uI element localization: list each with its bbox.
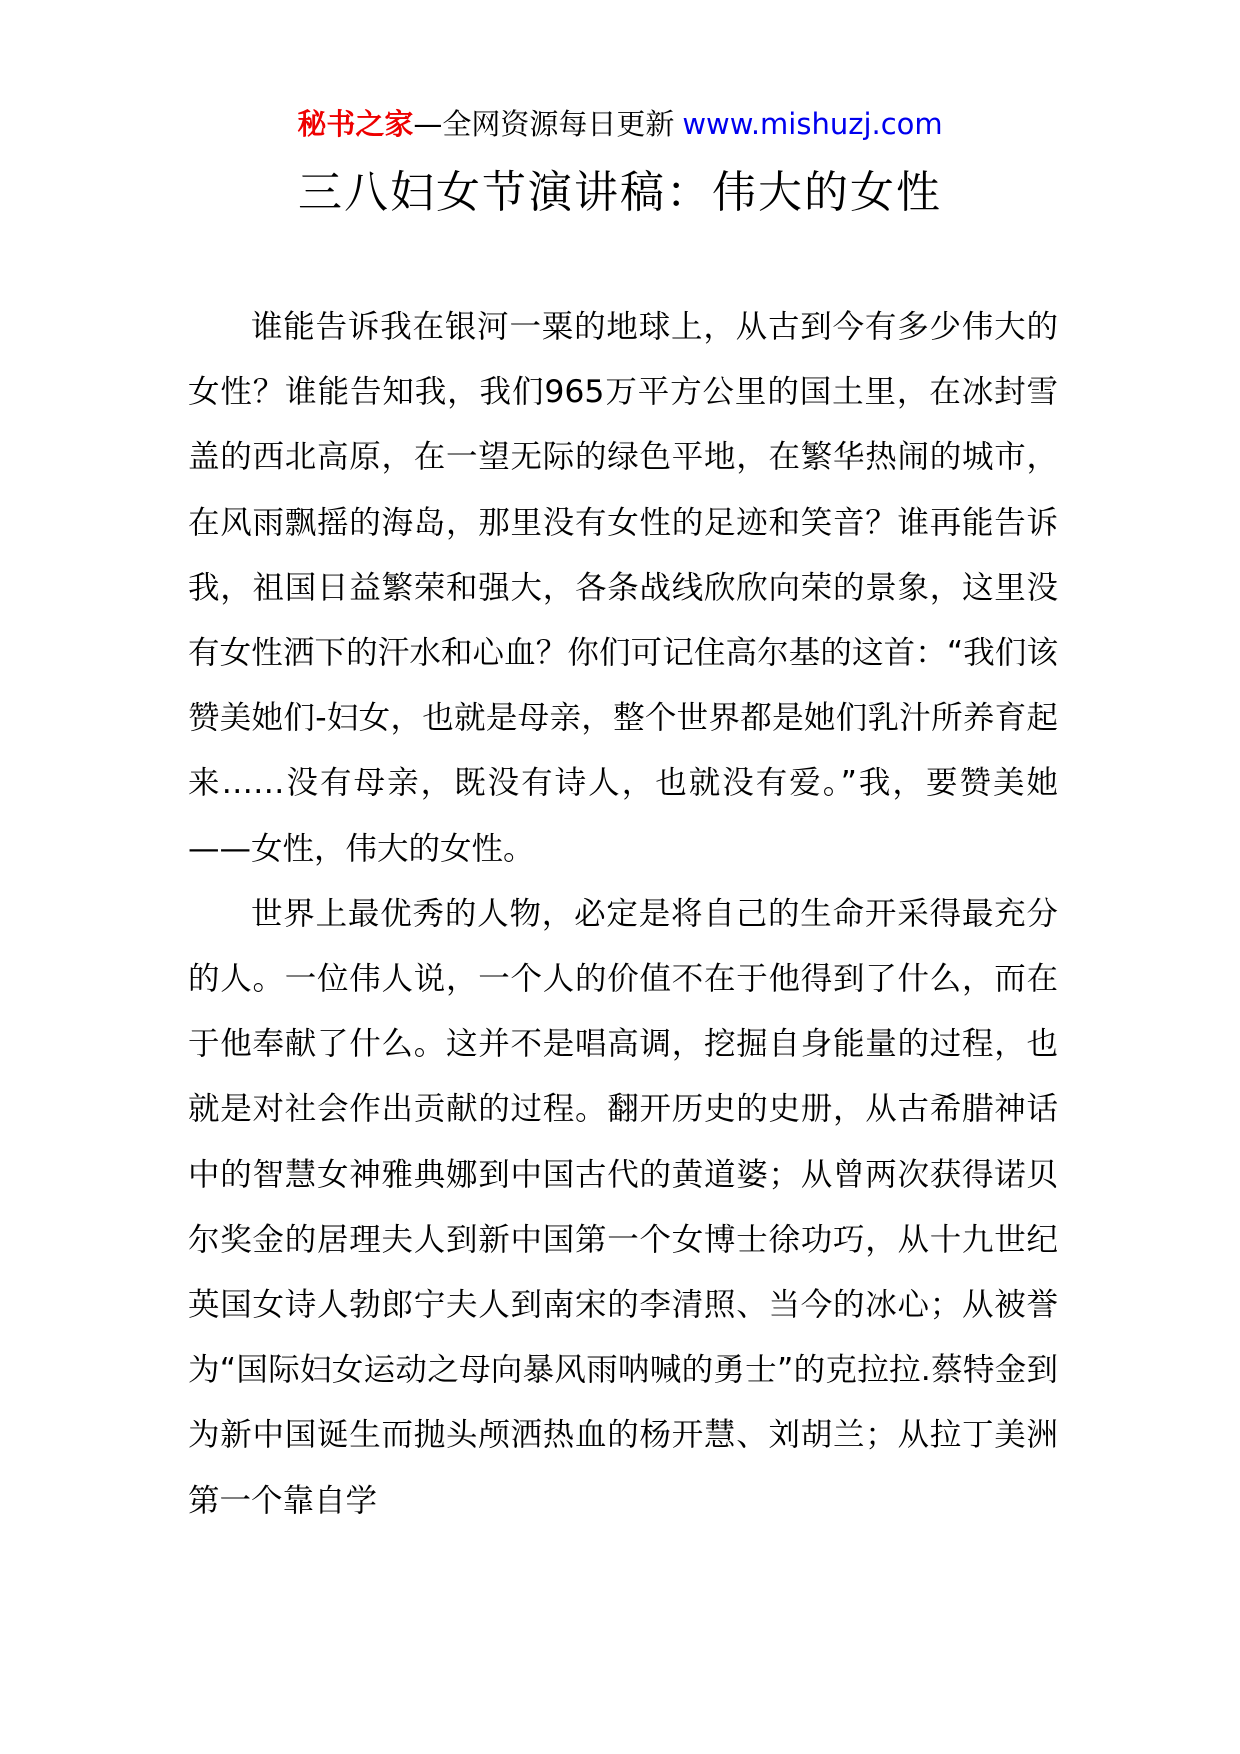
brand-tagline: —全网资源每日更新 xyxy=(413,107,675,141)
site-url-link[interactable]: www.mishuzj.com xyxy=(682,107,943,141)
document-body xyxy=(188,295,1058,1534)
paragraph: 世界上最优秀的人物，必定是将自己的生命开采得最充分的人。一位伟人说，一个人的价值不在于他得到了什么，而在于他奉献了什么。这并不是唱高调，挖掘自身能量的过程，也就是对社会作出贡献的过程。翻开历史的史册，从古希腊神话中的智慧女神雅典娜到中国古代的黄道婆；从曾两次获得诺贝尔奖金的居理夫人到新中国第一个女博士徐功巧，从十九世纪英国女诗人勃郎宁夫人到南宋的李清照、当今的冰心；从被誉为“国际妇女运动之母向暴风雨呐喊的勇士”的克拉拉.蔡特金到为新中国诞生而抛头颅洒热血的杨开慧、刘胡兰；从拉丁美洲第一个靠自学 xyxy=(188,895,1058,1519)
watermark-header xyxy=(0,104,1240,144)
paragraph: 谁能告诉我在银河一粟的地球上，从古到今有多少伟大的女性？谁能告知我，我们965万平方公里的国土里，在冰封雪盖的西北高原，在一望无际的绿色平地，在繁华热闹的城市，在风雨飘摇的海岛，那里没有女性的足迹和笑音？谁再能告诉我，祖国日益繁荣和强大，各条战线欣欣向荣的景象，这里没有女性洒下的汗水和心血？你们可记住高尔基的这首：“我们该赞美她们-妇女，也就是母亲，整个世界都是她们乳汁所养育起来……没有母亲，既没有诗人，也就没有爱。”我，要赞美她——女性，伟大的女性。 xyxy=(188,309,1058,867)
brand-name: 秘书之家 xyxy=(297,107,414,141)
document-title: 三八妇女节演讲稿：伟大的女性 xyxy=(298,167,942,218)
